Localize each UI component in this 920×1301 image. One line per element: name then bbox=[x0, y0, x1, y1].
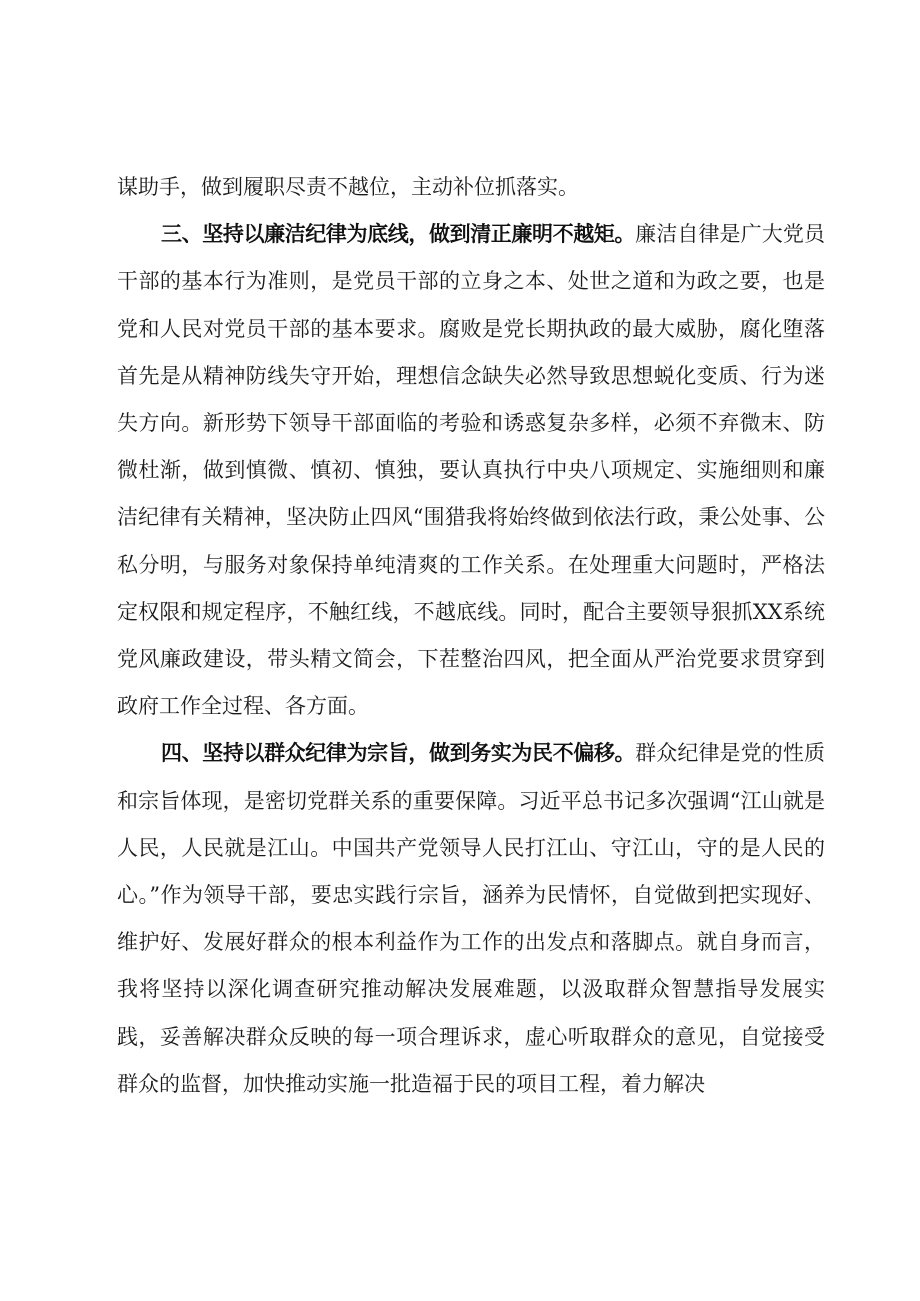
paragraph-section-3 bbox=[117, 211, 825, 730]
section-4-heading: 四、坚持以群众纪律为宗旨，做到务实为民不偏移。 bbox=[161, 741, 636, 766]
section-3-body: 廉洁自律是广大党员干部的基本行为准则，是党员干部的立身之本、处世之道和为政之要，也是党和人民对党员干部的基本要求。腐败是党长期执政的最大威胁，腐化堕落首先是从精神防线失守开始，理想信念缺失必然导致思想蜕化变质、行为迷失方向。新形势下领导干部面临的考验和诱惑复杂多样，必须不弃微末、防微杜渐，做到慎微、慎初、慎独，要认真执行中央八项规定、实施细则和廉洁纪律有关精神，坚决防止四风“围猎我将始终做到依法行政，秉公处事、公私分明，与服务对象保持单纯清爽的工作关系。在处理重大问题时，严格法定权限和规定程序，不触红线，不越底线。同时，配合主要领导狠抓XX系统党风廉政建设，带头精文简会，下茬整治四风，把全面从严治党要求贯穿到政府工作全过程、各方面。 bbox=[117, 222, 826, 719]
paragraph-continuation: 谋助手，做到履职尽责不越位，主动补位抓落实。 bbox=[117, 175, 579, 199]
section-4-body: 群众纪律是党的性质和宗旨体现，是密切党群关系的重要保障。习近平总书记多次强调“江山就是人民，人民就是江山。中国共产党领导人民打江山、守江山，守的是人民的心。”作为领导干部，要忠实践行宗旨，涵养为民情怀，自觉做到把实现好、维护好、发展好群众的根本利益作为工作的出发点和落脚点。就自身而言，我将坚持以深化调查研究推动解决发展难题，以汲取群众智慧指导发展实践，妥善解决群众反映的每一项合理诉求，虚心听取群众的意见，自觉接受群众的监督，加快推动实施一批造福于民的项目工程，着力解决 bbox=[117, 741, 826, 1096]
paragraph-section-4 bbox=[117, 730, 825, 1108]
section-3-heading: 三、坚持以廉洁纪律为底线，做到清正廉明不越矩。 bbox=[161, 222, 636, 247]
document-body bbox=[117, 164, 825, 1108]
